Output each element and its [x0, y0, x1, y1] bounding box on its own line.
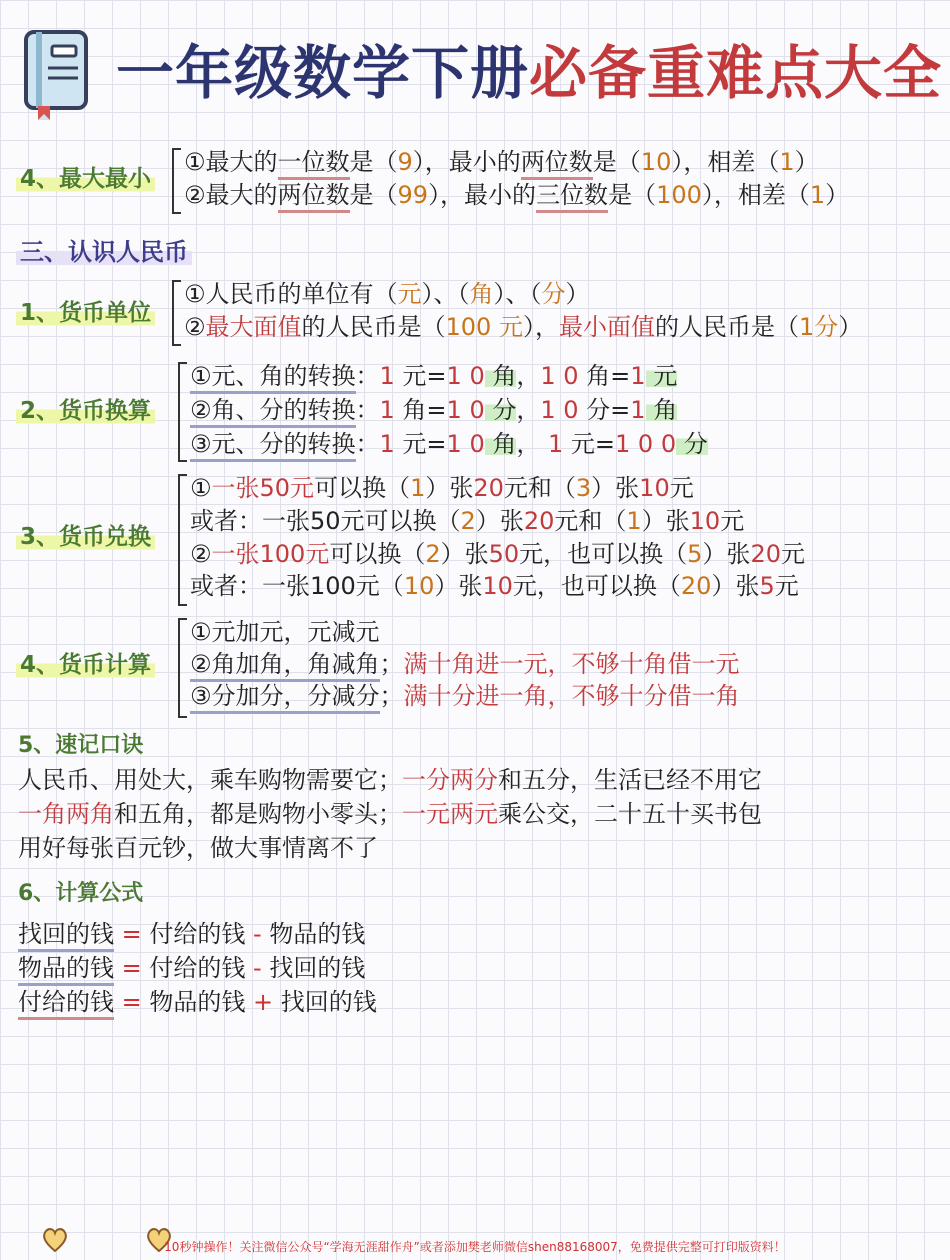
brace: [178, 618, 187, 718]
label-currency-unit: 1、货币单位: [16, 298, 155, 328]
formula-3: 付给的钱 = 物品的钱 + 找回的钱: [18, 986, 377, 1018]
label-currency-calculation: 4、货币计算: [16, 650, 155, 680]
page-title: [116, 38, 942, 108]
formula-1: 找回的钱 = 付给的钱 - 物品的钱: [18, 918, 365, 950]
conversion-line-3: ③元、分的转换：1 元=1 0 角， 1 元=1 0 0 分: [190, 428, 708, 460]
title-part-1: 一年级数学下册: [116, 39, 530, 107]
mnemonic-line-3: 用好每张百元钞，做大事情离不了: [18, 834, 378, 862]
label-formula: 6、计算公式: [18, 881, 144, 906]
label-currency-conversion: 2、货币换算: [16, 396, 155, 426]
mnemonic-line-2: 一角两角和五角，都是购物小零头；一元两元乘公交，二十五十买书包: [18, 800, 762, 828]
calc-line-2: ②角加角，角减角；满十角进一元，不够十角借一元: [190, 648, 740, 680]
brace: [172, 148, 181, 214]
book-icon: [22, 28, 96, 120]
label-mnemonic: 5、速记口诀: [18, 733, 144, 758]
footer-note: 10秒钟操作！关注微信公众号“学海无涯甜作舟”或者添加樊老师微信shen88168007，免费提供完整可打印版资料！: [164, 1240, 786, 1254]
exchange-line-4: 或者：一张100元（10）张10元，也可以换（20）张5元: [190, 572, 799, 600]
currency-unit-line-1: ①人民币的单位有（元）、（角）、（分）: [184, 280, 590, 308]
calc-line-1: ①元加元，元减元: [190, 618, 380, 646]
currency-unit-line-2: ②最大面值的人民币是（100 元），最小面值的人民币是（1分）: [184, 313, 863, 341]
exchange-line-2: 或者：一张50元可以换（2）张20元和（1）张10元: [190, 507, 745, 535]
mnemonic-line-1: 人民币、用处大，乘车购物需要它；一分两分和五分，生活已经不用它: [18, 766, 762, 794]
section-title-rmb: 三、认识人民币: [16, 232, 192, 267]
brace: [172, 280, 181, 346]
brace: [178, 362, 187, 462]
label-max-min: 4、最大最小: [16, 164, 155, 194]
exchange-line-3: ②一张100元可以换（2）张50元，也可以换（5）张20元: [190, 540, 805, 568]
max-min-line-2: ②最大的两位数是（99），最小的三位数是（100），相差（1）: [184, 179, 849, 211]
title-banner: [20, 28, 950, 128]
brace: [178, 474, 187, 606]
conversion-line-1: ①元、角的转换：1 元=1 0 角，1 0 角=1 元: [190, 360, 677, 392]
max-min-line-1: ①最大的一位数是（9），最小的两位数是（10），相差（1）: [184, 146, 819, 178]
label-currency-exchange: 3、货币兑换: [16, 522, 155, 552]
conversion-line-2: ②角、分的转换：1 角=1 0 分，1 0 分=1 角: [190, 394, 677, 426]
calc-line-3: ③分加分，分减分；满十分进一角，不够十分借一角: [190, 680, 740, 712]
title-part-2: 必备重难点大全: [529, 39, 943, 107]
exchange-line-1: ①一张50元可以换（1）张20元和（3）张10元: [190, 474, 694, 502]
formula-2: 物品的钱 = 付给的钱 - 找回的钱: [18, 952, 365, 984]
